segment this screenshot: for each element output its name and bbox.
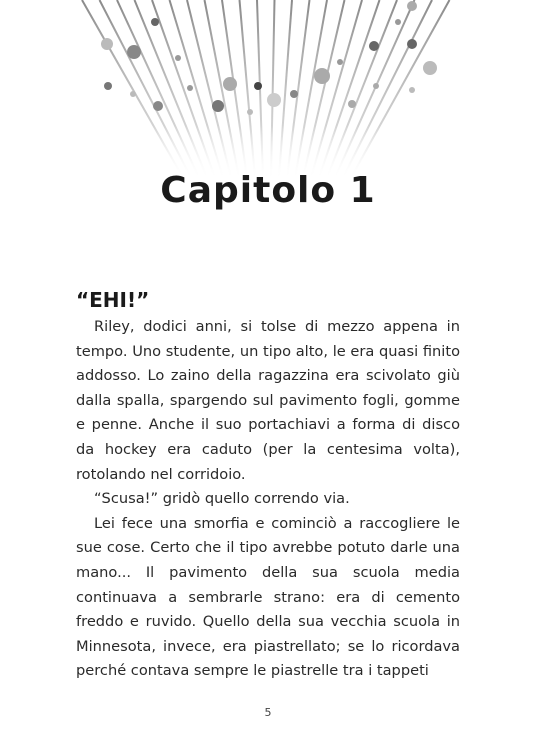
- decorative-dot: [314, 68, 330, 84]
- body-text: [76, 315, 460, 684]
- paragraph: Riley, dodici anni, si tolse di mezzo appena in tempo. Uno studente, un tipo alto, le era quasi finito addosso. Lo zaino della ragazzina era scivolato giù dalla spalla, spargendo sul pavimento fogli, gomme e penne. Anche il suo portachiavi a forma di disco da hockey era caduto (per la centesima volta), rotolando nel corridoio.: [76, 318, 460, 483]
- decorative-dot: [104, 82, 112, 90]
- decorative-dot: [337, 59, 343, 65]
- ray-line: [302, 0, 344, 180]
- decorative-dot: [409, 87, 415, 93]
- opening-word: “EHI!”: [76, 288, 150, 312]
- ray-line: [318, 0, 379, 180]
- decorative-dot: [348, 100, 356, 108]
- ray-line: [152, 0, 216, 180]
- decorative-dot: [153, 101, 163, 111]
- ray-line: [240, 0, 256, 180]
- decorative-dot: [369, 41, 379, 51]
- ray-line: [257, 0, 263, 180]
- decorative-dot: [151, 18, 159, 26]
- paragraph: Lei fece una smorfia e cominciò a raccogliere le sue cose. Certo che il tipo avrebbe potuto darle una mano... Il pavimento della sua scuola media continuava a sembrarle strano: era di cemento freddo e ruvido. Quello della sua vecchia scuola in Minnesota, invece, era piastrellato; se lo ricordava perché contava sempre le piastrelle tra i tappeti: [76, 514, 460, 680]
- decorative-dot: [267, 93, 281, 107]
- decorative-dot: [187, 85, 193, 91]
- decorative-dot: [101, 38, 113, 50]
- decorative-dot: [247, 109, 253, 115]
- paragraph: “Scusa!” gridò quello correndo via.: [94, 490, 350, 508]
- decorative-dot: [395, 19, 401, 25]
- decorative-dot: [254, 82, 262, 90]
- ray-line: [334, 0, 415, 180]
- decorative-dot: [175, 55, 181, 61]
- decorative-dot: [130, 91, 136, 97]
- decorative-dot: [212, 100, 224, 112]
- decorative-dot: [223, 77, 237, 91]
- ray-line: [82, 0, 184, 180]
- decorative-dot: [290, 90, 298, 98]
- decorative-dot: [423, 61, 437, 75]
- ray-line: [117, 0, 200, 180]
- decorative-dot: [407, 39, 417, 49]
- ray-line: [350, 0, 450, 180]
- ray-line: [271, 0, 275, 180]
- decorative-dot: [373, 83, 379, 89]
- page-number: 5: [264, 706, 272, 719]
- ray-line: [295, 0, 327, 180]
- decorative-dot: [127, 45, 141, 59]
- chapter-title: Capitolo 1: [160, 170, 376, 211]
- decorative-dot: [407, 1, 417, 11]
